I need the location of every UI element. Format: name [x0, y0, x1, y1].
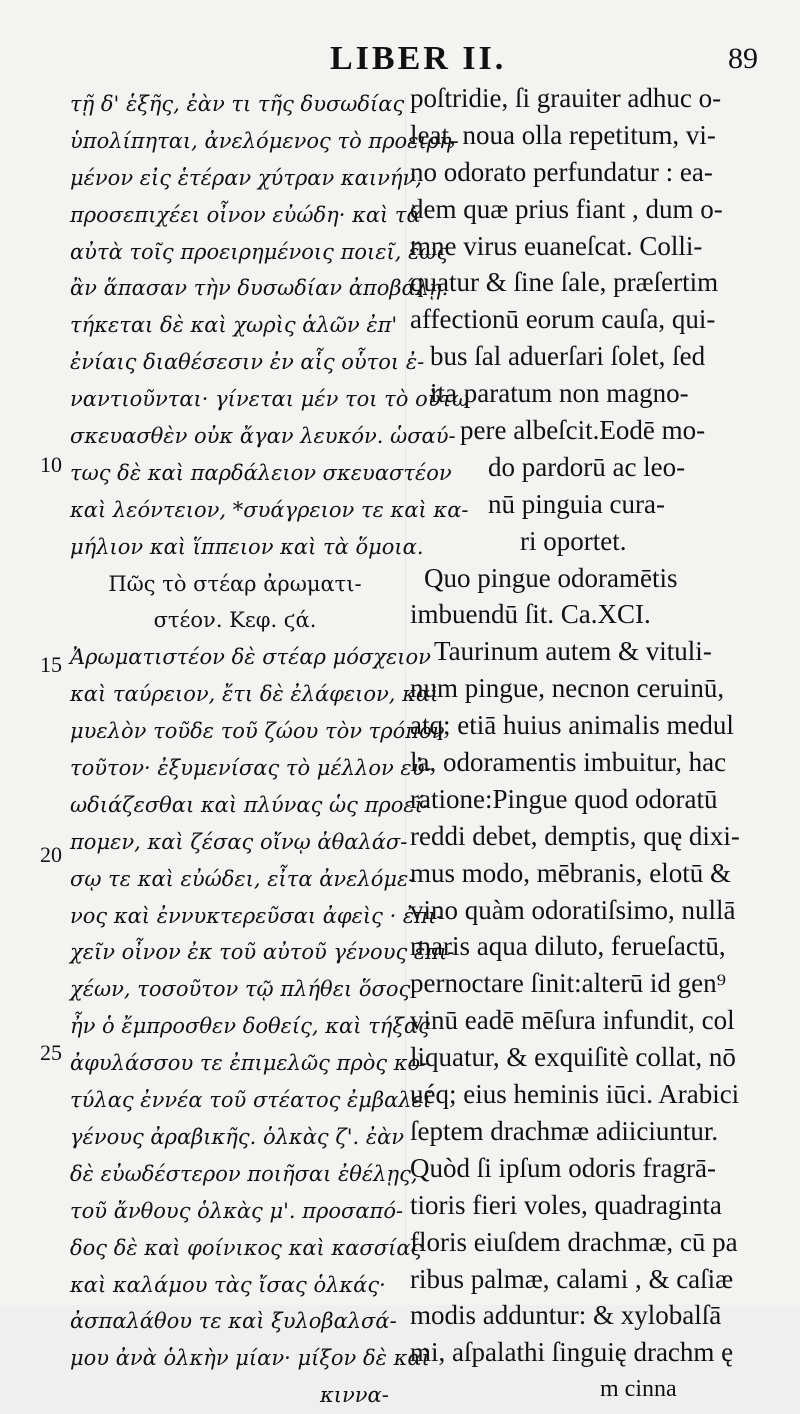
- page-header: [0, 40, 800, 80]
- greek-line: ἀσπαλάθου τε καὶ ξυλοβαλσά-: [70, 1309, 397, 1334]
- latin-line: mi, aſpalathi ſinguię drachm ę: [410, 1337, 734, 1368]
- greek-line: μήλιον καὶ ἵππειον καὶ τὰ ὅμοια.: [70, 534, 424, 559]
- greek-line: ἂν ἅπασαν τὴν δυσωδίαν ἀποβάλῃ.: [70, 276, 449, 301]
- line-number-10: 10: [40, 452, 62, 477]
- latin-line: vino quàm odoratiſsimo, nullā: [410, 894, 736, 925]
- greek-line: καὶ ταύρειον, ἔτι δὲ ἐλάφειον, καὶ: [70, 682, 439, 707]
- latin-line: poſtridie, ſi grauiter adhuc o-: [410, 83, 722, 113]
- line-number-15: 15: [40, 652, 62, 677]
- greek-line: αὐτὰ τοῖς προειρημένοις ποιεῖ, ἕως: [70, 239, 449, 264]
- greek-line: γένους ἀραβικῆς. ὁλκὰς ζ'. ἐὰν: [70, 1124, 405, 1149]
- latin-line: Taurinum autem & vituli-: [434, 636, 712, 667]
- latin-line: maris aqua diluto, ferueſactū,: [410, 931, 726, 962]
- latin-line: ſeptem drachmæ adiiciuntur.: [410, 1115, 719, 1146]
- greek-line: ἀφυλάσσου τε ἐπιμελῶς πρὸς κο-: [70, 1051, 428, 1076]
- latin-text-column: [410, 80, 790, 1408]
- latin-line: modis adduntur: & xylobalſā: [410, 1300, 722, 1331]
- greek-line: ναντιοῦνται· γίνεται μέν τοι τὸ οὕτω: [70, 387, 470, 412]
- greek-text-column: [70, 86, 470, 1414]
- latin-line: bus ſal aduerſari ſolet, ſed: [430, 341, 706, 372]
- latin-line: atq; etiā huius animalis medul: [410, 710, 734, 741]
- latin-line: ita paratum non magno-: [430, 378, 689, 409]
- greek-line: ὑπολίπηται, ἀνελόμενος τὸ προειρη-: [70, 128, 459, 153]
- greek-line: τῇ δ' ἑξῆς, ἐὰν τι τῆς δυσωδίας: [70, 92, 405, 116]
- latin-line: nū pinguia cura-: [488, 488, 665, 519]
- latin-catchword: m cinna: [600, 1376, 677, 1403]
- latin-line: ribus palmæ, calami , & caſiæ: [410, 1263, 734, 1294]
- latin-line: pernoctare ſinit:alterū id gen⁹: [410, 968, 727, 999]
- greek-line: μου ἀνὰ ὁλκὴν μίαν· μίξον δὲ καὶ: [70, 1346, 430, 1371]
- latin-line: quatur & ſine ſale, præſertim: [410, 267, 719, 298]
- greek-line: ἦν ὁ ἔμπροσθεν δοθείς, καὶ τήξας: [70, 1014, 430, 1039]
- greek-line: χεῖν οἶνον ἐκ τοῦ αὐτοῦ γένους ἐπι-: [70, 940, 455, 965]
- latin-line: ri oportet.: [520, 525, 627, 556]
- latin-line: do pardorū ac leo-: [488, 451, 686, 482]
- greek-line: μένον εἰς ἑτέραν χύτραν καινήν,: [70, 165, 422, 190]
- greek-line: σκευασθὲν οὐκ ἄγαν λευκόν. ὡσαύ-: [70, 424, 456, 449]
- latin-line: mne virus euaneſcat. Colli-: [410, 230, 703, 261]
- latin-line: num pingue, necnon ceruinū,: [410, 673, 725, 704]
- greek-line: χέων, τοσοῦτον τῷ πλήθει ὅσος: [70, 977, 411, 1002]
- greek-line: Ἀρωματιστέον δὲ στέαρ μόσχειον: [70, 645, 431, 670]
- latin-line: vinū eadē mēſura infundit, col: [410, 1005, 735, 1036]
- latin-line: liquatur, & exquiſitè collat, nō: [410, 1042, 736, 1073]
- greek-line: τύλας ἐννέα τοῦ στέατος ἐμβαλεῖ: [70, 1088, 432, 1113]
- greek-line: μυελὸν τοῦδε τοῦ ζώου τὸν τρόπον: [70, 719, 445, 744]
- latin-line: la, odoramentis imbuitur, hac: [410, 747, 727, 778]
- greek-line: δὲ εὐωδέστερον ποιῆσαι ἐθέλῃς,: [70, 1161, 418, 1186]
- folio-number: 89: [728, 42, 758, 75]
- greek-line: δος δὲ καὶ φοίνικος καὶ κασσίας: [70, 1235, 423, 1260]
- greek-chapter-heading: Πῶς τὸ στέαρ ἀρωματι-: [108, 571, 362, 596]
- line-number-20: 20: [40, 842, 62, 867]
- latin-line: mus modo, mēbranis, elotū &: [410, 857, 731, 888]
- latin-line: pere albeſcit.Eodē mo-: [460, 415, 706, 446]
- latin-line: reddi debet, demptis, quę dixi-: [410, 820, 740, 851]
- greek-line: καὶ λεόντειον, *συάγρειον τε καὶ κα-: [70, 497, 469, 522]
- greek-line: τως δὲ καὶ παρδάλειον σκευαστέον: [70, 460, 452, 485]
- latin-chapter-heading: Quo pingue odoramētis: [424, 562, 678, 593]
- greek-line: σῳ τε καὶ εὐώδει, εἶτα ἀνελόμε-: [70, 866, 416, 891]
- greek-line: τοῦτον· ἐξυμενίσας τὸ μέλλον εὐ-: [70, 756, 432, 781]
- latin-line: ratione:Pingue quod odoratū: [410, 783, 718, 814]
- latin-chapter-heading: imbuendū ſit. Ca.XCI.: [410, 599, 651, 630]
- latin-line: leat, noua olla repetitum, vi-: [410, 119, 716, 150]
- greek-catchword: κιννα-: [320, 1383, 389, 1408]
- running-title: LIBER II.: [330, 40, 507, 77]
- latin-line: tioris fieri voles, quadraginta: [410, 1189, 722, 1220]
- latin-line: affectionū eorum cauſa, qui-: [410, 304, 716, 335]
- latin-line: floris eiuſdem drachmæ, cū pa: [410, 1226, 738, 1257]
- line-number-25: 25: [40, 1040, 62, 1065]
- greek-line: τοῦ ἄνθους ὁλκὰς μ'. προσαπό-: [70, 1198, 404, 1223]
- greek-line: ἐνίαις διαθέσεσιν ἐν αἷς οὗτοι ἐ-: [70, 350, 425, 375]
- greek-chapter-heading: στέον. Κεφ. ϛά.: [153, 608, 317, 633]
- latin-line: Quòd ſi ipſum odoris fragrā-: [410, 1152, 716, 1183]
- latin-line: no odorato perfundatur : ea-: [410, 156, 713, 187]
- greek-line: καὶ καλάμου τὰς ἴσας ὁλκάς·: [70, 1272, 386, 1297]
- greek-line: νος καὶ ἐννυκτερεῦσαι ἀφεὶς · ἐπι-: [70, 903, 444, 928]
- greek-line: τήκεται δὲ καὶ χωρὶς ἁλῶν ἐπ': [70, 313, 398, 338]
- latin-line: uéq; eius heminis iūci. Arabici: [410, 1079, 740, 1110]
- latin-line: dem quæ prius fiant , dum o-: [410, 193, 723, 224]
- greek-line: προσεπιχέει οἶνον εὐώδη· καὶ τὰ: [70, 202, 421, 227]
- greek-line: ωδιάζεσθαι καὶ πλύνας ὡς προεί-: [70, 792, 430, 817]
- greek-line: πομεν, καὶ ζέσας οἴνῳ ἀθαλάσ-: [70, 829, 408, 854]
